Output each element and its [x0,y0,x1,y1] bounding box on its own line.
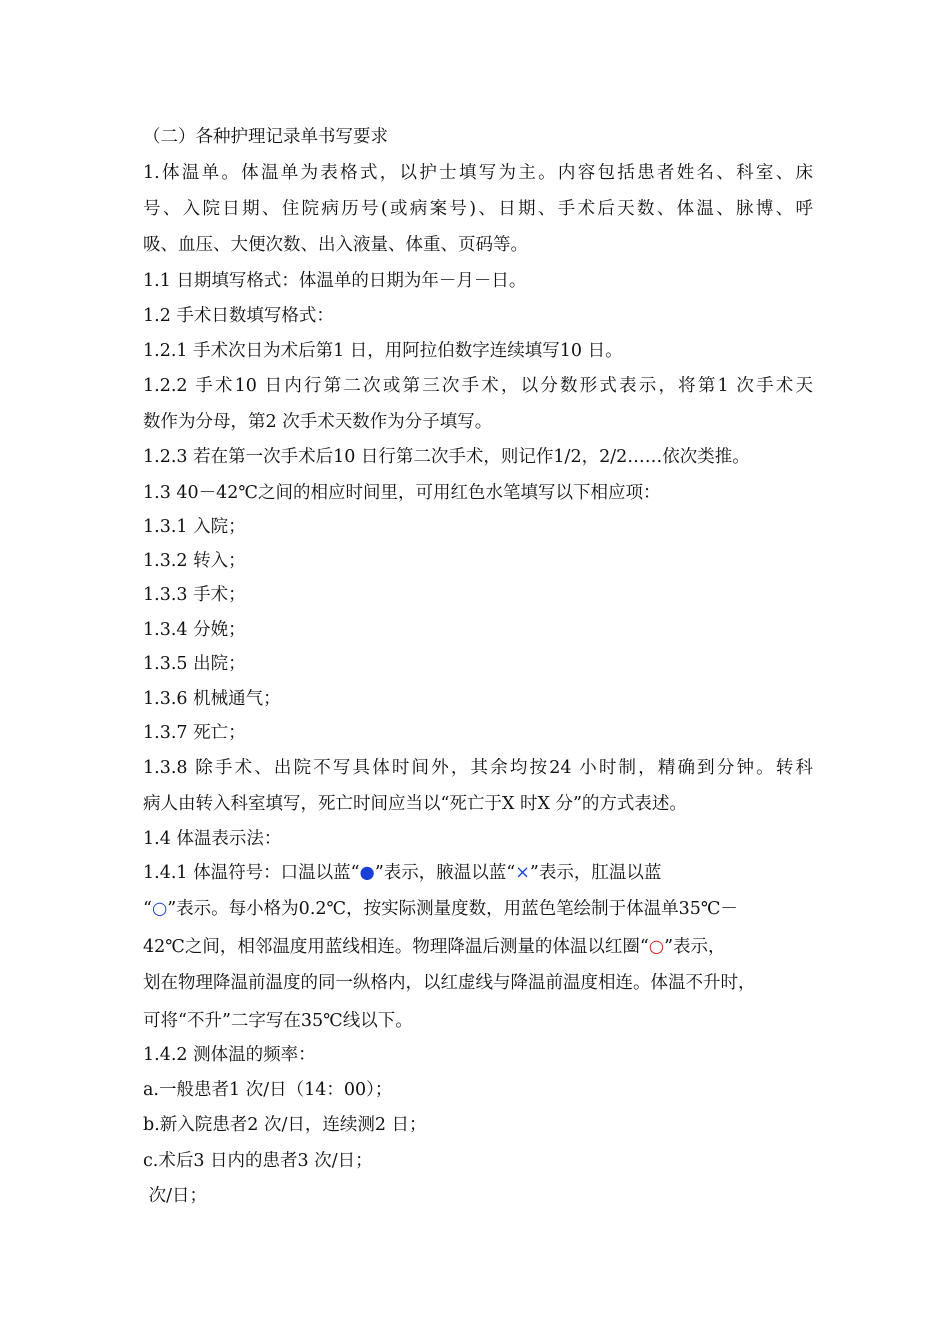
list-item: 1.3.3 手术； [143,585,246,605]
text-span: ”表示，肛温以蓝 [529,863,662,883]
paragraph-line: 1.4 体温表示法： [143,829,282,849]
list-item: b.新入院患者2 次/日，连续测2 日； [143,1115,427,1135]
paragraph-line: 1.2 手术日数填写格式： [143,306,334,326]
text-span: “ [143,899,152,919]
paragraph-line: 1.1 日期填写格式：体温单的日期为年－月－日。 [143,271,527,291]
paragraph-line: 1.2.3 若在第一次手术后10 日行第二次手术，则记作1/2，2/2……依次类推。 [143,447,750,467]
list-item: 1.3.7 死亡； [143,723,246,743]
list-item: 1.3.1 入院； [143,517,246,537]
list-item: 次/日； [143,1186,207,1206]
list-item: c.术后3 日内的患者3 次/日； [143,1151,373,1171]
blue-dot-symbol: ● [359,863,375,883]
list-item: 1.3.6 机械通气； [143,689,281,709]
paragraph-line: 病人由转入科室填写，死亡时间应当以“死亡于X 时X 分”的方式表述。 [143,794,687,814]
paragraph-line [143,936,813,958]
list-item: a.一般患者1 次/日（14：00）； [143,1080,393,1100]
paragraph-line: 吸、血压、大便次数、出入液量、体重、页码等。 [143,235,528,255]
paragraph-line: 划在物理降温前温度的同一纵格内，以红虚线与降温前温度相连。体温不升时， [143,973,756,993]
paragraph-line: 1.2.1 手术次日为术后第1 日，用阿拉伯数字连续填写10 日。 [143,341,623,361]
temperature-symbols-line [143,862,813,884]
text-span: ”表示，腋温以蓝“ [374,863,516,883]
paragraph-line: 1.4.2 测体温的频率： [143,1045,316,1065]
paragraph-line: 可将“不升”二字写在35℃线以下。 [143,1011,413,1031]
blue-cross-symbol: × [515,863,530,883]
paragraph-line: 1.2.2 手术10 日内行第二次或第三次手术，以分数形式表示，将第1 次手术天 [143,376,813,396]
paragraph-line: 号、入院日期、住院病历号(或病案号)、日期、手术后天数、体温、脉博、呼 [143,199,813,219]
paragraph-line: 数作为分母，第2 次手术天数作为分子填写。 [143,412,493,432]
list-item: 1.3.4 分娩； [143,620,246,640]
paragraph-line: 1.体温单。体温单为表格式，以护士填写为主。内容包括患者姓名、科室、床 [143,163,813,183]
list-item: 1.3.5 出院； [143,654,246,674]
section-heading: （二）各种护理记录单书写要求 [143,127,388,147]
text-span: 42℃之间，相邻温度用蓝线相连。物理降温后测量的体温以红圈“ [143,937,649,957]
text-span: ”表示， [664,937,726,957]
paragraph-line: 1.3 40－42℃之间的相应时间里，可用红色水笔填写以下相应项： [143,483,661,503]
paragraph-line [143,898,813,920]
red-circle-symbol: ○ [648,937,665,957]
blue-circle-symbol: ○ [151,899,168,919]
text-span: ”表示。每小格为0.2℃，按实际测量度数，用蓝色笔绘制于体温单35℃－ [167,899,738,919]
list-item: 1.3.2 转入； [143,551,246,571]
text-span: 1.4.1 体温符号：口温以蓝“ [143,863,360,883]
paragraph-line: 1.3.8 除手术、出院不写具体时间外，其余均按24 小时制，精确到分钟。转科 [143,758,813,778]
